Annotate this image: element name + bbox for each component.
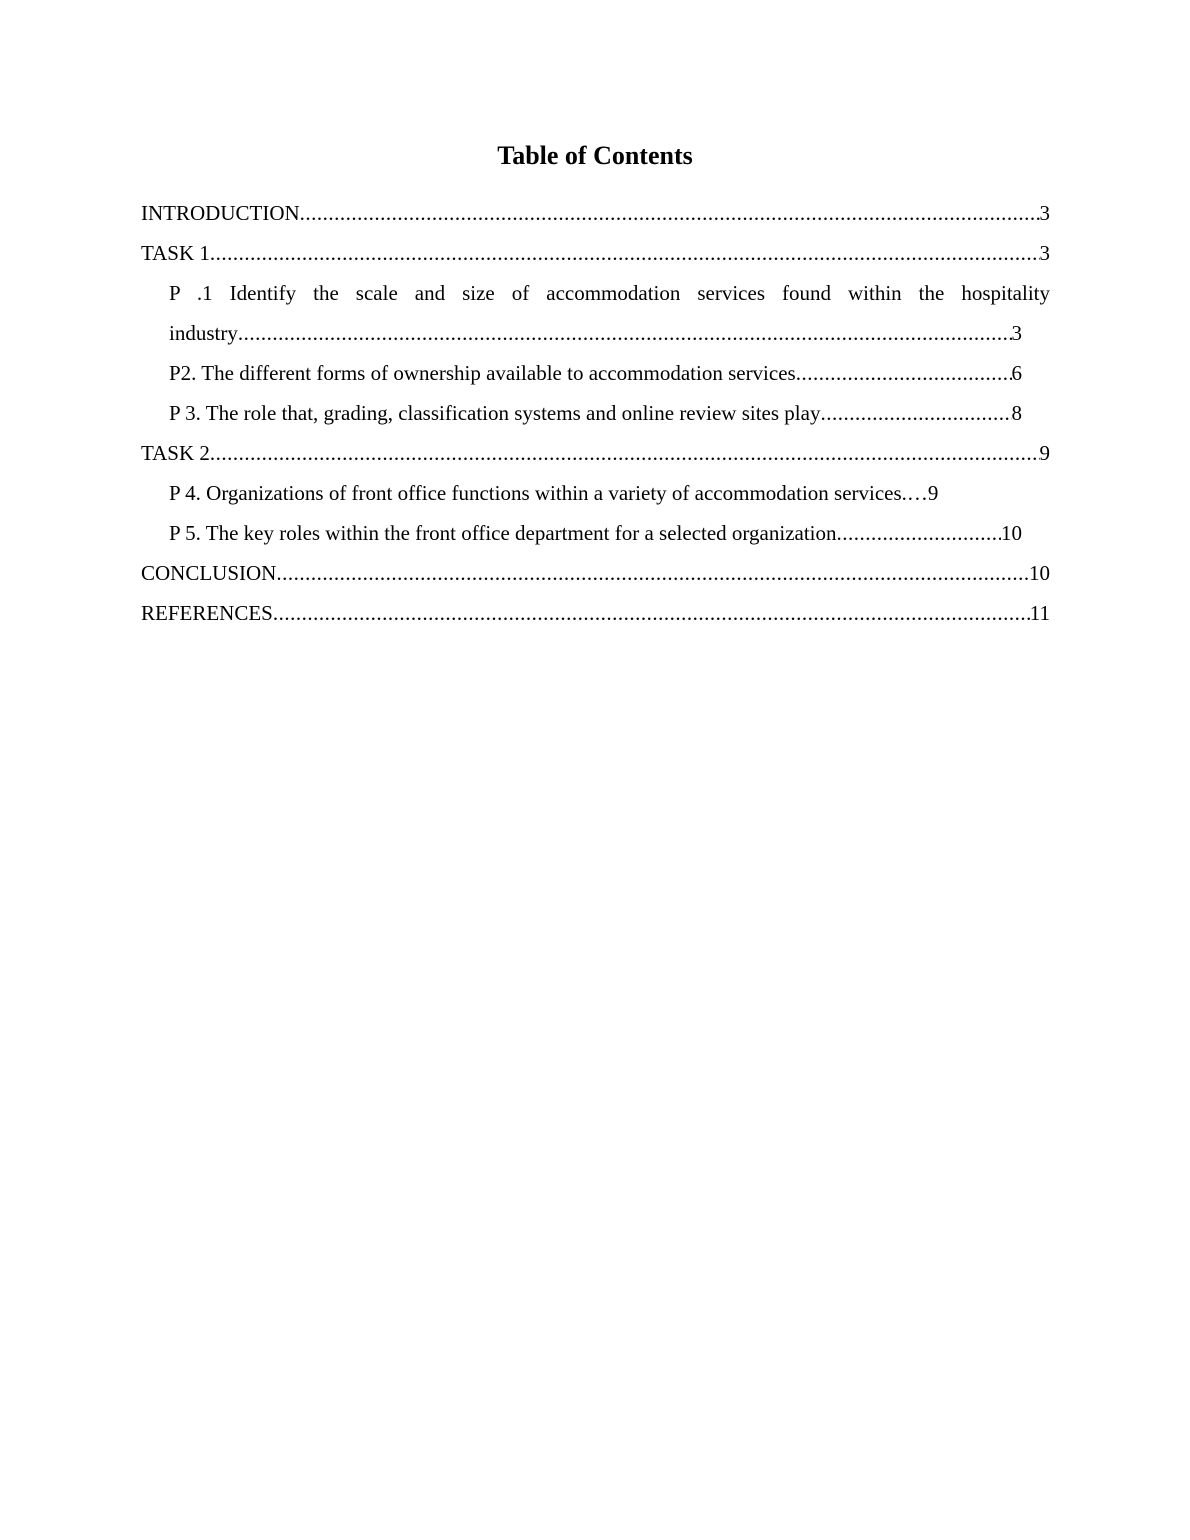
toc-entry-label: P 4. Organizations of front office functions within a variety of accommodation services.… (169, 481, 928, 505)
toc-entry-task-2[interactable] (141, 436, 1050, 476)
toc-dot-leader (820, 396, 1011, 430)
toc-entry-label: TASK 1 (141, 241, 210, 265)
toc-dot-leader (273, 596, 1030, 630)
toc-entry-page: 3 (1039, 201, 1050, 225)
toc-dot-leader (837, 516, 1001, 550)
toc-entry-p2[interactable] (169, 356, 1022, 396)
toc-entry-label: P2. The different forms of ownership available to accommodation services (169, 361, 796, 385)
toc-list (141, 196, 1050, 636)
toc-entry-p1[interactable] (169, 316, 1022, 356)
toc-dot-leader (238, 316, 1012, 350)
toc-entry-p1-line1[interactable]: P .1 Identify the scale and size of accommodation services found within the hospitality (169, 281, 1050, 305)
toc-entry-conclusion[interactable] (141, 556, 1050, 596)
toc-entry-page: 3 (1039, 241, 1050, 265)
toc-entry-page: 10 (1029, 561, 1050, 585)
toc-entry-page: 9 (927, 481, 939, 505)
toc-dot-leader (300, 196, 1040, 230)
toc-entry-page: 11 (1029, 601, 1050, 625)
toc-title: Table of Contents (497, 141, 693, 170)
toc-entry-page: 9 (1039, 441, 1050, 465)
toc-entry-task-1[interactable] (141, 236, 1050, 276)
toc-dot-leader (796, 356, 1012, 390)
toc-entry-introduction[interactable] (141, 196, 1050, 236)
toc-entry-p3[interactable] (169, 396, 1022, 436)
toc-entry-label: INTRODUCTION (141, 201, 300, 225)
toc-entry-page: 10 (1001, 521, 1022, 545)
toc-dot-leader (210, 436, 1040, 470)
toc-entry-label: industry (169, 321, 238, 345)
toc-entry-label: TASK 2 (141, 441, 210, 465)
toc-entry-label: P 5. The key roles within the front office department for a selected organization (169, 521, 837, 545)
toc-entry-page: 6 (1011, 361, 1022, 385)
toc-entry-label: CONCLUSION (141, 561, 277, 585)
toc-entry-label: P 3. The role that, grading, classification systems and online review sites play (169, 401, 821, 425)
toc-entry-references[interactable] (141, 596, 1050, 636)
toc-entry-p5[interactable] (169, 516, 1022, 556)
toc-entry-page: 8 (1011, 401, 1022, 425)
toc-entry-page: 3 (1011, 321, 1022, 345)
toc-entry-p4[interactable] (169, 476, 1022, 516)
toc-dot-leader (210, 236, 1040, 270)
toc-entry-label: REFERENCES (141, 601, 273, 625)
toc-dot-leader (276, 556, 1029, 590)
